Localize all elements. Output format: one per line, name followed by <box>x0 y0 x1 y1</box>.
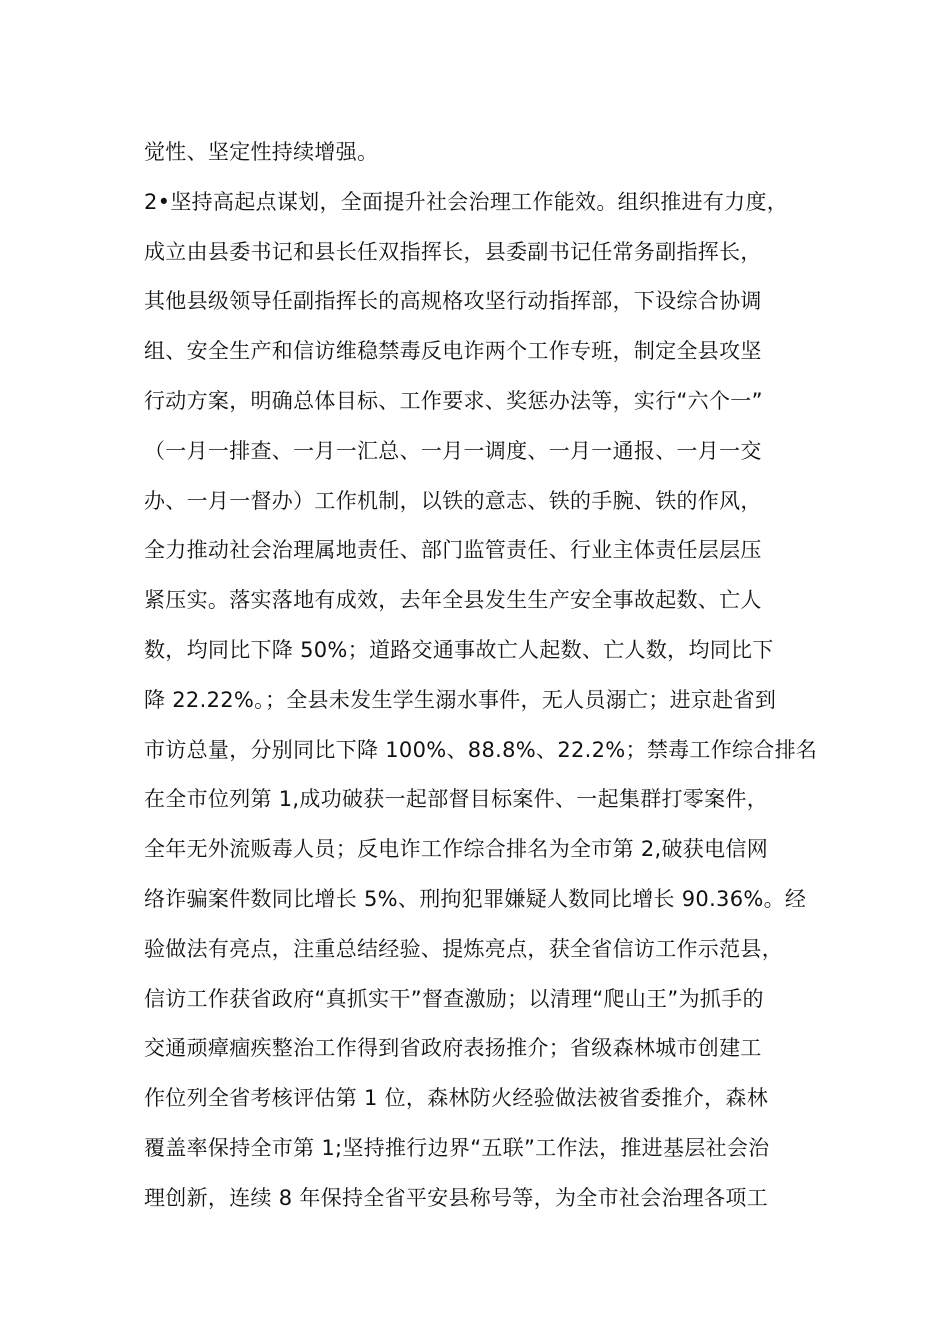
text-line: 在全市位列第 1,成功破获一起部督目标案件、一起集群打零案件， <box>144 787 769 812</box>
text-line: 行动方案，明确总体目标、工作要求、奖惩办法等，实行“六个一” <box>144 388 763 413</box>
text-line: 市访总量，分别同比下降 100%、88.8%、22.2%；禁毒工作综合排名 <box>144 737 818 762</box>
text-line: 2•坚持高起点谋划，全面提升社会治理工作能效。组织推进有力度， <box>144 189 789 214</box>
text-line: 觉性、坚定性持续增强。 <box>144 140 379 164</box>
text-line: 数，均同比下降 50%；道路交通事故亡人起数、亡人数，均同比下 <box>144 637 774 662</box>
text-line: （一月一排查、一月一汇总、一月一调度、一月一通报、一月一交 <box>144 438 762 463</box>
text-line: 办、一月一督办）工作机制，以铁的意志、铁的手腕、铁的作风， <box>144 488 762 513</box>
text-line: 成立由县委书记和县长任双指挥长，县委副书记任常务副指挥长， <box>144 239 762 264</box>
text-line: 作位列全省考核评估第 1 位，森林防火经验做法被省委推介，森林 <box>144 1086 769 1111</box>
text-line: 降 22.22%。；全县未发生学生溺水事件，无人员溺亡；进京赴省到 <box>144 687 777 712</box>
text-line: 验做法有亮点，注重总结经验、提炼亮点，获全省信访工作示范县， <box>144 936 783 961</box>
text-line: 络诈骗案件数同比增长 5%、刑拘犯罪嫌疑人数同比增长 90.36%。经 <box>144 886 807 911</box>
text-line: 信访工作获省政府“真抓实干”督查激励；以清理“爬山王”为抓手的 <box>144 986 764 1011</box>
text-line: 全年无外流贩毒人员；反电诈工作综合排名为全市第 2,破获电信网 <box>144 837 769 862</box>
text-line: 全力推动社会治理属地责任、部门监管责任、行业主体责任层层压 <box>144 538 762 563</box>
text-line: 其他县级领导任副指挥长的高规格攻坚行动指挥部，下设综合协调 <box>144 289 762 314</box>
text-line: 覆盖率保持全市第 1;坚持推行边界“五联”工作法，推进基层社会治 <box>144 1135 770 1160</box>
body-text <box>144 128 844 1224</box>
text-line: 理创新，连续 8 年保持全省平安县称号等，为全市社会治理各项工 <box>144 1185 769 1210</box>
text-line: 紧压实。落实落地有成效，去年全县发生生产安全事故起数、亡人 <box>144 588 762 613</box>
text-line: 组、安全生产和信访维稳禁毒反电诈两个工作专班，制定全县攻坚 <box>144 339 762 364</box>
text-line: 交通顽瘴痼疾整治工作得到省政府表扬推介；省级森林城市创建工 <box>144 1036 762 1061</box>
